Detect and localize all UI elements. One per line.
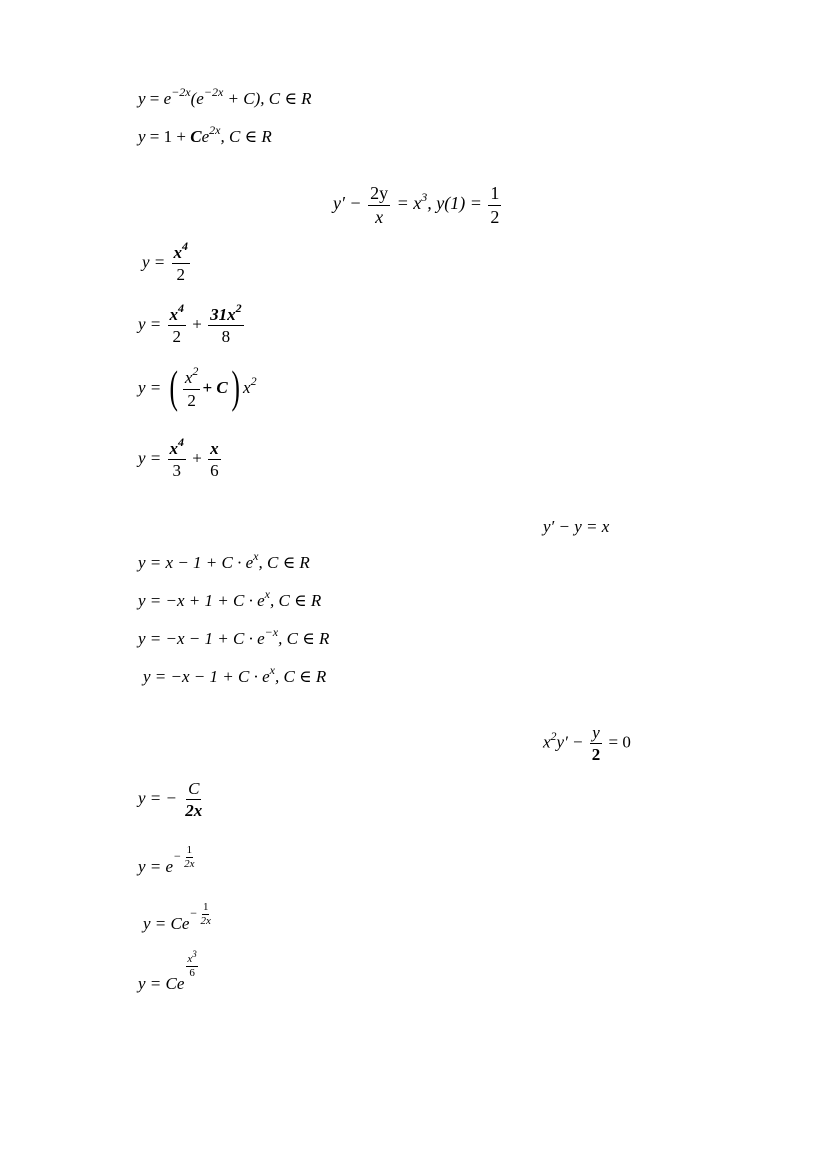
p2-option-4: y = $\frac{x^4}{3}$ + $\frac{x}{6}$ xyxy=(138,435,219,481)
p2-equation: y′ − $\frac{2y}{x}$ = $x^3$, y(1) = $\frac{1}{2}$ xyxy=(333,183,500,227)
p4-option-4: y = Ce $\frac{x^3}{6}$ xyxy=(138,949,197,993)
p2-eq-fraction: $\frac{2y}{x}$ xyxy=(370,183,389,227)
p3-option-4: $y = -x - 1 + C \cdot e^x$, C ∈ R xyxy=(143,663,327,686)
p1-option-1: $y = e^{-2x}(e^{-2x} + C)$, C ∈ R xyxy=(138,85,312,108)
p2-option-1: y = $\frac{x^4}{2}$ xyxy=(142,239,189,285)
p2-eq-condition-fraction: $\frac{1}{2}$ xyxy=(490,183,500,227)
p4-equation: $x^2y'$ − $\frac{y}{2}$ = 0 xyxy=(543,723,631,765)
p3-equation: y′ − y = x xyxy=(543,517,610,536)
p3-option-2: $y = -x + 1 + C \cdot e^x$, C ∈ R xyxy=(138,587,322,610)
p4-option-3: y = Ce− $\frac{1}{2x}$ xyxy=(143,901,211,933)
p4-option-2: y = e− $\frac{1}{2x}$ xyxy=(138,844,195,876)
p3-option-1: $y = x - 1 + C \cdot e^x$, C ∈ R xyxy=(138,549,310,572)
p1-option-2: $y = 1 + Ce^{2x}$, C ∈ R xyxy=(138,123,272,146)
p2-option-3: y = ( $\frac{x^2}{2}$ + C) $x^2$ xyxy=(138,361,257,412)
p2-option-2: y = $\frac{x^4}{2}$ + $\frac{31x^2}{8}$ xyxy=(138,301,242,347)
p4-option-1: y = − $\frac{C}{2x}$ xyxy=(138,779,203,821)
p3-option-3: $y = -x - 1 + C \cdot e^{-x}$, C ∈ R xyxy=(138,625,330,648)
